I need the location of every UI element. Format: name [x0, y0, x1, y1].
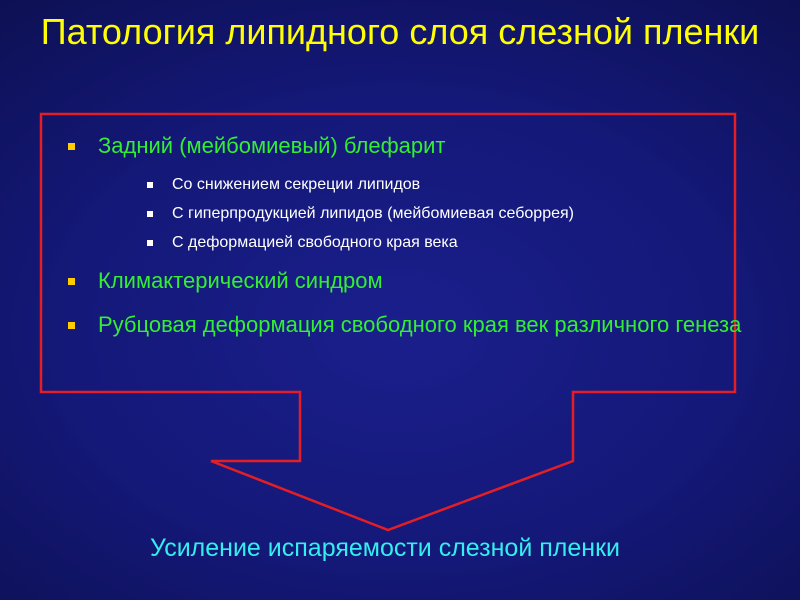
subtype-label: С гиперпродукцией липидов (мейбомиевая себоррея): [172, 205, 574, 222]
square-bullet-icon: [147, 182, 153, 188]
cause-item-label: Рубцовая деформация свободного края век различного генеза: [98, 312, 742, 337]
blepharitis-subtypes: [62, 170, 742, 257]
cause-item-label: Задний (мейбомиевый) блефарит: [98, 133, 446, 158]
square-bullet-icon: [147, 240, 153, 246]
cause-item-blepharitis: [62, 128, 742, 164]
causes-list: [62, 128, 742, 343]
square-bullet-icon: [68, 278, 75, 285]
slide-title: Патология липидного слоя слезной пленки: [40, 11, 760, 52]
cause-item-scar-deformation: [62, 307, 742, 343]
conclusion-text: Усиление испаряемости слезной пленки: [150, 534, 620, 562]
subtype-label: С деформацией свободного края века: [172, 234, 458, 251]
square-bullet-icon: [68, 143, 75, 150]
subtype-item: [62, 228, 742, 257]
square-bullet-icon: [68, 322, 75, 329]
subtype-item: [62, 170, 742, 199]
subtype-label: Со снижением секреции липидов: [172, 176, 421, 193]
cause-item-climacteric: [62, 263, 742, 299]
cause-item-label: Климактерический синдром: [98, 268, 383, 293]
square-bullet-icon: [147, 211, 153, 217]
subtype-item: [62, 199, 742, 228]
